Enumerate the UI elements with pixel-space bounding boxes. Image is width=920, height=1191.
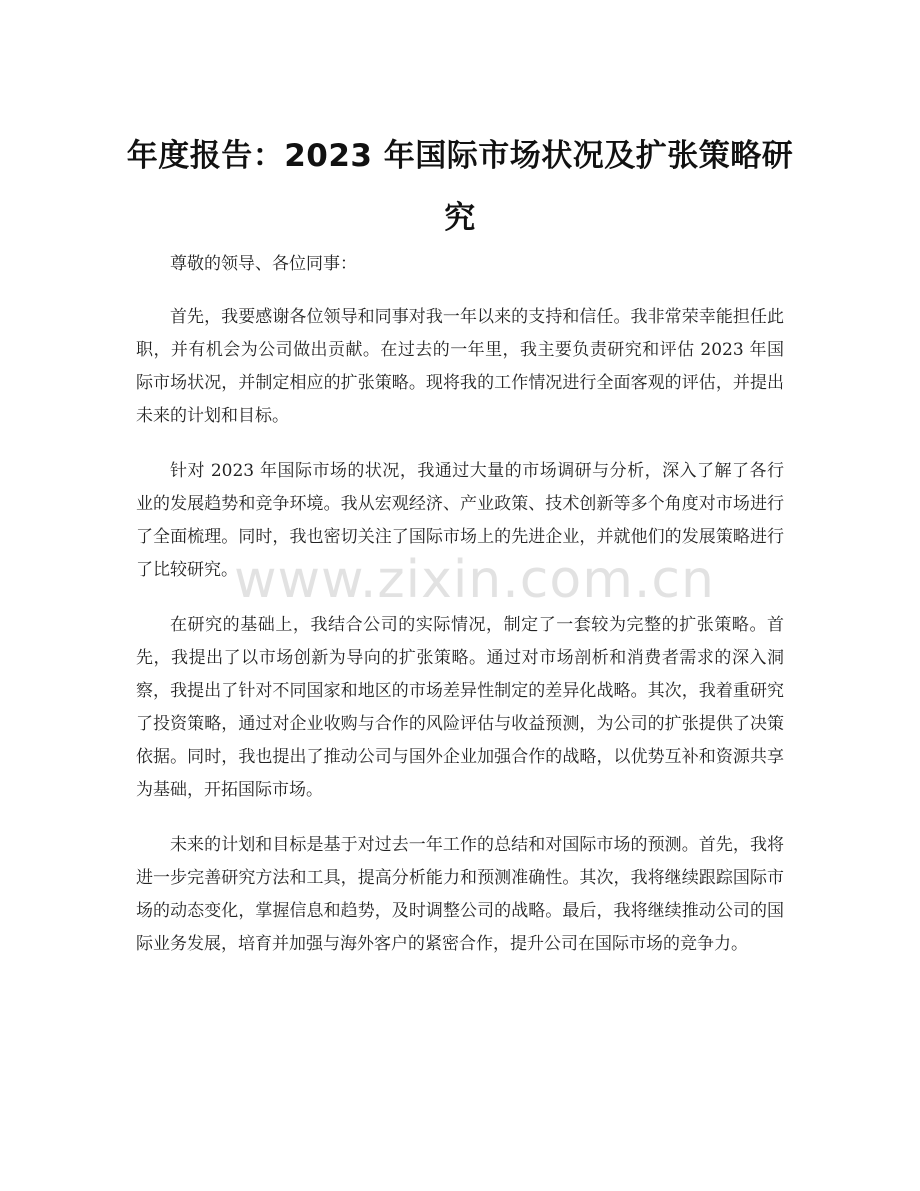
salutation-paragraph: 尊敬的领导、各位同事： <box>170 254 357 274</box>
watermark-text: www.zixin.com.cn <box>234 550 715 610</box>
body-paragraph-strategy: 在研究的基础上，我结合公司的实际情况，制定了一套较为完整的扩张策略。首先，我提出了以市场创新为导向的扩张策略。通过对市场剖析和消费者需求的深入洞察，我提出了针对不同国家和地区的市场差异性制定的差异化战略。其次，我着重研究了投资策略，通过对企业收购与合作的风险评估与收益预测，为公司的扩张提供了决策依据。同时，我也提出了推动公司与国外企业加强合作的战略，以优势互补和资源共享为基础，开拓国际市场。 <box>136 615 784 800</box>
document-body <box>136 248 784 983</box>
body-paragraph-future: 未来的计划和目标是基于对过去一年工作的总结和对国际市场的预测。首先，我将进一步完善研究方法和工具，提高分析能力和预测准确性。其次，我将继续跟踪国际市场的动态变化，掌握信息和趋势，及时调整公司的战略。最后，我将继续推动公司的国际业务发展，培育并加强与海外客户的紧密合作，提升公司在国际市场的竞争力。 <box>136 835 784 954</box>
body-paragraph-research: 针对 2023 年国际市场的状况，我通过大量的市场调研与分析，深入了解了各行业的发展趋势和竞争环境。我从宏观经济、产业政策、技术创新等多个角度对市场进行了全面梳理。同时，我也密切关注了国际市场上的先进企业，并就他们的发展策略进行了比较研究。 <box>136 461 784 580</box>
body-paragraph-intro: 首先，我要感谢各位领导和同事对我一年以来的支持和信任。我非常荣幸能担任此职，并有机会为公司做出贡献。在过去的一年里，我主要负责研究和评估 2023 年国际市场状况，并制定相应的扩张策略。现将我的工作情况进行全面客观的评估，并提出未来的计划和目标。 <box>136 307 784 426</box>
document-title: 年度报告：2023 年国际市场状况及扩张策略研究 <box>126 137 794 236</box>
